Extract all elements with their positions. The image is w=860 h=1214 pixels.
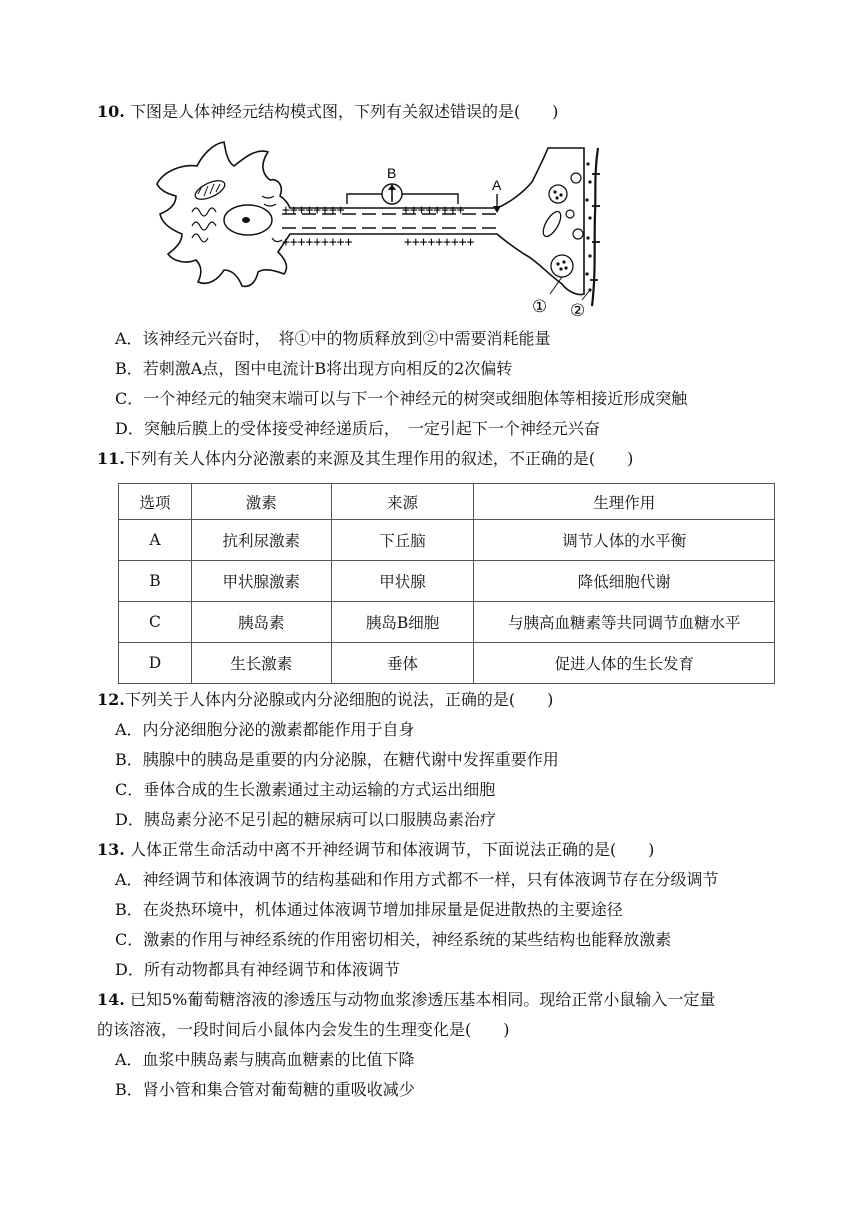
q10-option-d: D．突触后膜上的受体接受神经递质后， 一定引起下一个神经元兴奋	[115, 419, 600, 438]
question-14-stem	[97, 989, 715, 1011]
vesicle	[571, 173, 581, 183]
synaptic-vesicle-1	[551, 255, 573, 277]
question-12-stem	[97, 689, 553, 711]
neuron-cell-body	[157, 142, 584, 295]
question-13-stem	[97, 839, 654, 861]
q14-option-b: B．肾小管和集合管对葡萄糖的重吸收减少	[115, 1080, 415, 1099]
vesicle	[549, 185, 567, 203]
question-11-stem	[97, 448, 633, 470]
plus-row-top-left: ++++++++	[282, 203, 345, 218]
neuron-structure-diagram	[152, 134, 602, 318]
question-text: 人体正常生命活动中离不开神经调节和体液调节，下面说法正确的是( )	[129, 840, 655, 859]
table-cell: 甲状腺激素	[191, 561, 331, 602]
table-cell: A	[119, 520, 192, 561]
table-cell: D	[119, 643, 192, 684]
q12-option-d: D．胰岛素分泌不足引起的糖尿病可以口服胰岛素治疗	[115, 810, 496, 829]
label-b: B	[387, 165, 397, 181]
question-number: 12.	[97, 690, 125, 709]
table-cell: 甲状腺	[331, 561, 474, 602]
q13-option-d: D．所有动物都具有神经调节和体液调节	[115, 960, 400, 979]
table-cell: 下丘脑	[331, 520, 474, 561]
table-cell: 促进人体的生长发育	[474, 643, 775, 684]
table-cell: 调节人体的水平衡	[474, 520, 775, 561]
label-a: A	[492, 177, 502, 193]
table-cell: B	[119, 561, 192, 602]
question-number: 14.	[97, 990, 125, 1009]
table-header: 来源	[331, 484, 474, 520]
question-10-stem	[97, 101, 558, 123]
q10-option-b: B．若刺激A点，图中电流计B将出现方向相反的2次偏转	[115, 359, 513, 378]
table-cell: 与胰高血糖素等共同调节血糖水平	[474, 602, 775, 643]
table-row	[119, 643, 775, 684]
table-cell: 胰岛素	[191, 602, 331, 643]
postsynaptic-membrane	[592, 148, 598, 306]
table-cell: 抗利尿激素	[191, 520, 331, 561]
question-text: 下列有关人体内分泌激素的来源及其生理作用的叙述，不正确的是( )	[124, 449, 634, 468]
nucleolus-shape	[242, 217, 250, 223]
q13-option-c: C．激素的作用与神经系统的作用密切相关，神经系统的某些结构也能释放激素	[115, 930, 672, 949]
table-header: 选项	[119, 484, 192, 520]
table-cell: 降低细胞代谢	[474, 561, 775, 602]
q12-option-c: C．垂体合成的生长激素通过主动运输的方式运出细胞	[115, 780, 496, 799]
table-cell: C	[119, 602, 192, 643]
q13-option-b: B．在炎热环境中，机体通过体液调节增加排尿量是促进散热的主要途径	[115, 900, 623, 919]
table-row	[119, 561, 775, 602]
q10-option-a: A．该神经元兴奋时， 将①中的物质释放到②中需要消耗能量	[115, 329, 551, 348]
question-14-stem-continued: 的该溶液，一段时间后小鼠体内会发生的生理变化是( )	[97, 1020, 510, 1039]
q14-option-a: A．血浆中胰岛素与胰高血糖素的比值下降	[115, 1050, 415, 1069]
q12-option-b: B．胰腺中的胰岛是重要的内分泌腺，在糖代谢中发挥重要作用	[115, 750, 559, 769]
vesicle	[566, 210, 574, 218]
question-number: 10.	[97, 102, 125, 121]
table-cell: 垂体	[331, 643, 474, 684]
label-1: ①	[532, 297, 548, 317]
table-header: 激素	[191, 484, 331, 520]
q12-option-a: A．内分泌细胞分泌的激素都能作用于自身	[115, 720, 415, 739]
question-text: 已知5%葡萄糖溶液的渗透压与动物血浆渗透压基本相同。现给正常小鼠输入一定量	[129, 990, 716, 1009]
plus-row-bottom-right: +++++++++	[404, 235, 475, 250]
table-header-row	[119, 484, 775, 520]
neurotransmitter-dots	[585, 162, 591, 291]
table-cell: 胰岛B细胞	[331, 602, 474, 643]
table-row	[119, 602, 775, 643]
question-text: 下列关于人体内分泌腺或内分泌细胞的说法，正确的是( )	[124, 690, 554, 709]
table-header: 生理作用	[474, 484, 775, 520]
label-2: ②	[570, 301, 586, 318]
q10-option-c: C．一个神经元的轴突末端可以与下一个神经元的树突或细胞体等相接近形成突触	[115, 389, 688, 408]
plus-row-bottom-left: +++++++++	[282, 235, 353, 250]
table-cell: 生长激素	[191, 643, 331, 684]
question-number: 13.	[97, 840, 125, 859]
table-row	[119, 520, 775, 561]
plus-row-top-right: ++++++++	[402, 203, 465, 218]
vesicle	[573, 229, 583, 239]
q13-option-a: A．神经调节和体液调节的结构基础和作用方式都不一样，只有体液调节存在分级调节	[115, 870, 719, 889]
question-text: 下图是人体神经元结构模式图，下列有关叙述错误的是( )	[129, 102, 559, 121]
question-number: 11.	[97, 449, 125, 468]
hormone-table	[118, 483, 775, 684]
